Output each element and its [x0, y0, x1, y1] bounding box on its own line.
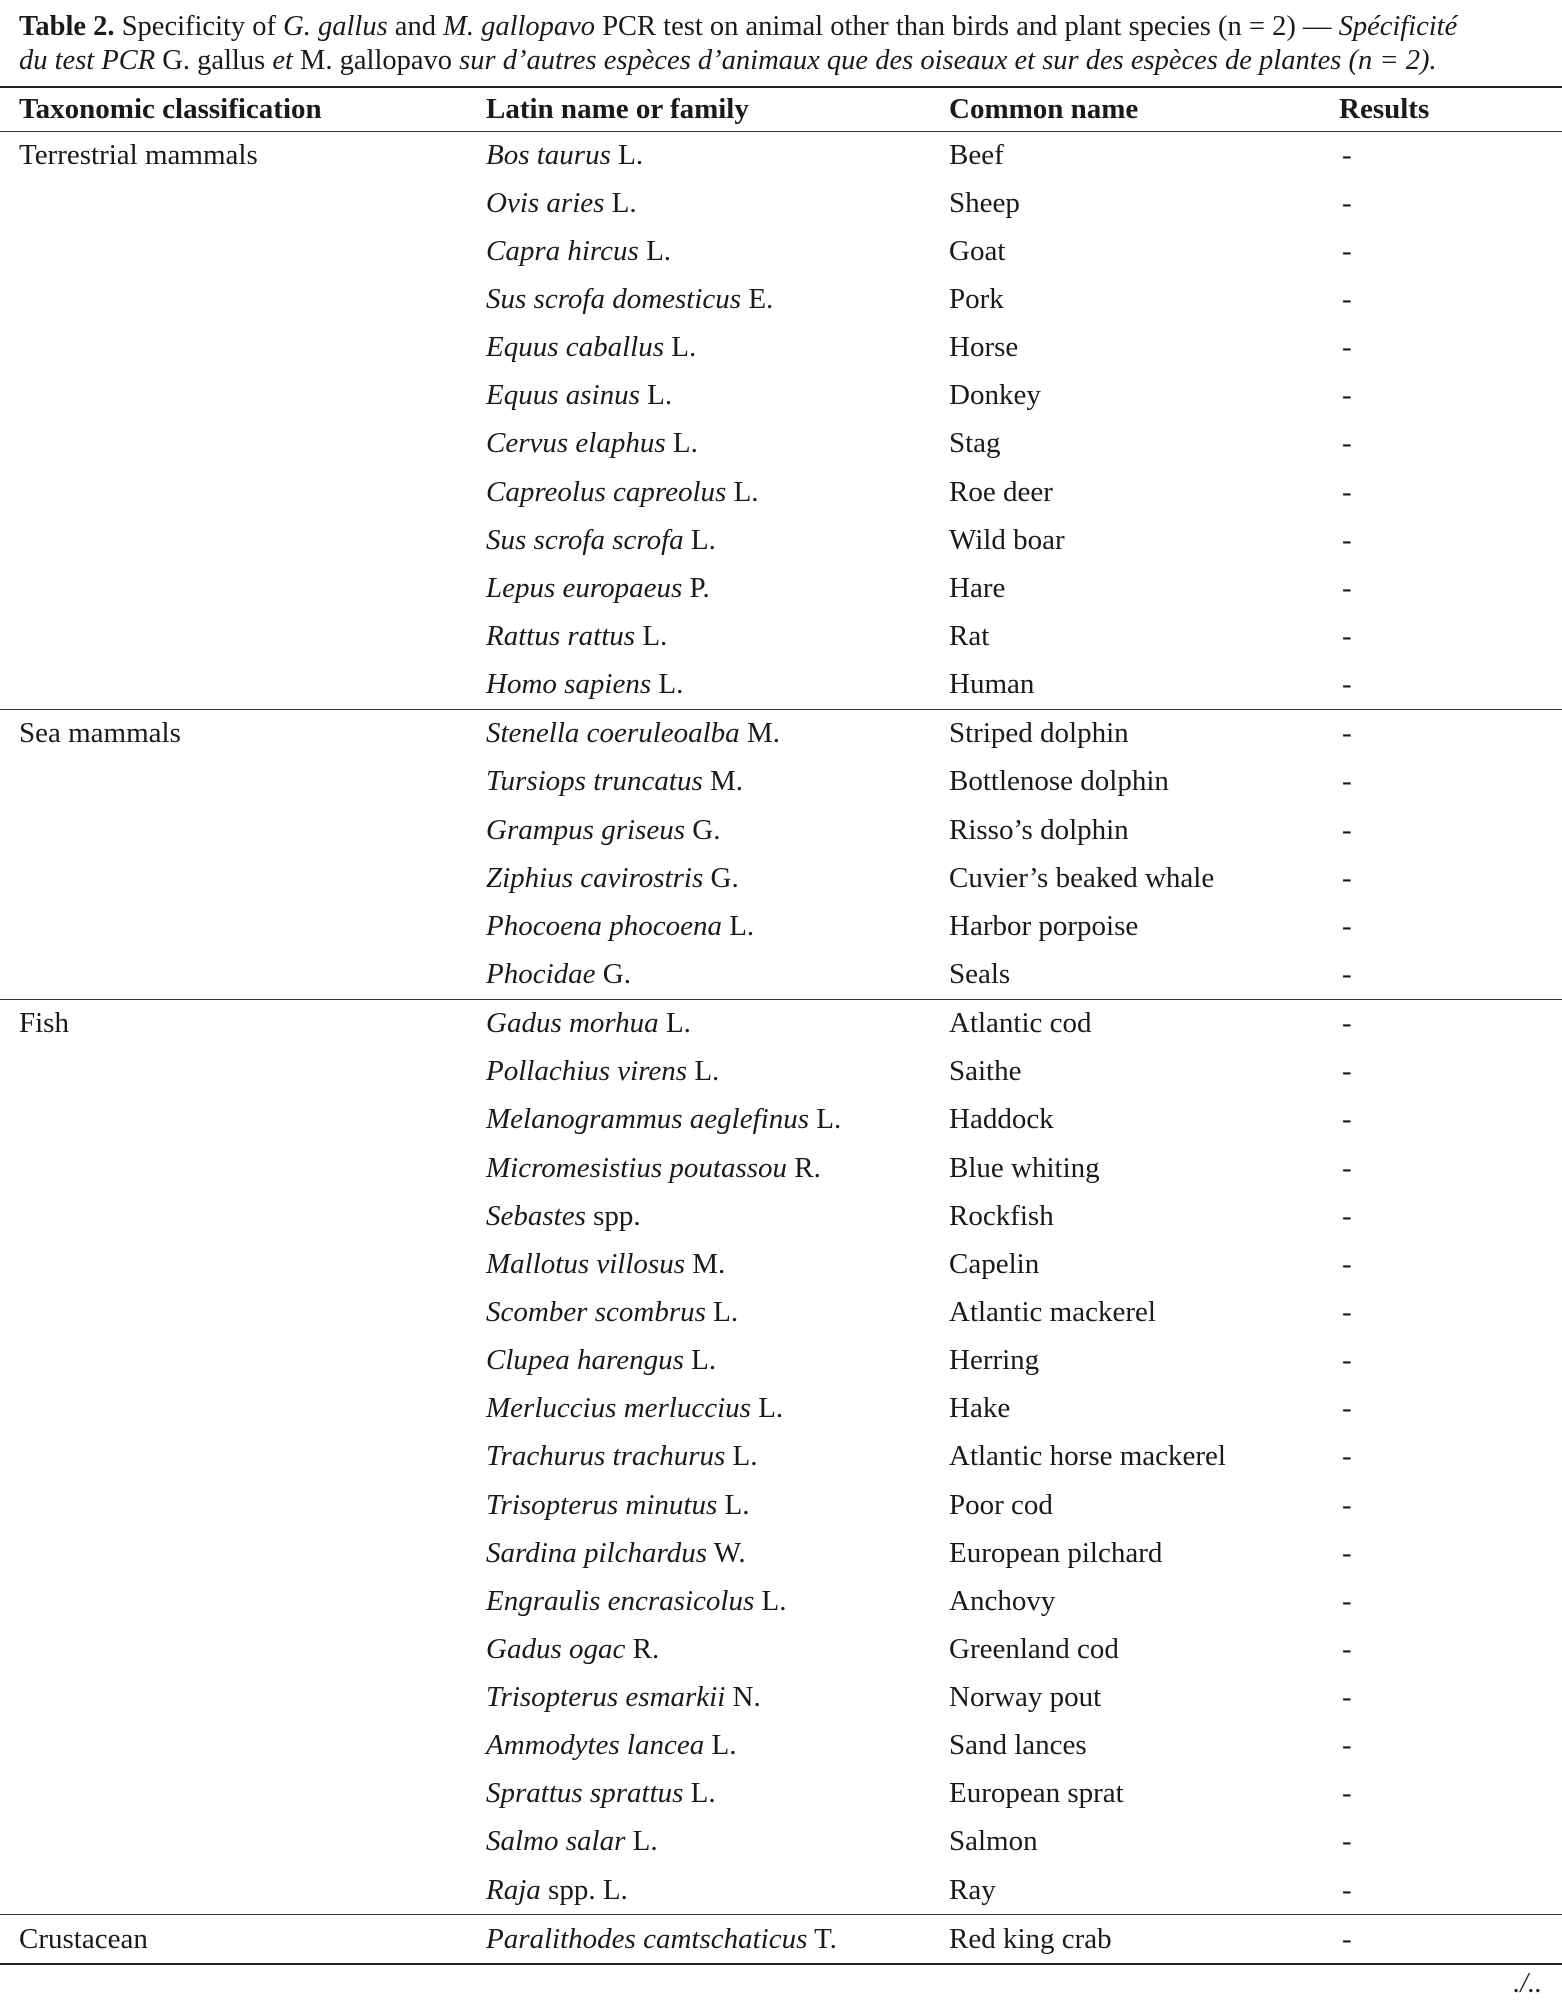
table-body	[0, 131, 1562, 1964]
author-abbreviation: L.	[721, 909, 755, 942]
author-abbreviation: L.	[610, 138, 644, 171]
table-row	[0, 1915, 1562, 1965]
result-cell: -	[1342, 1344, 1352, 1377]
latin-name: Ovis aries	[486, 186, 605, 219]
result-cell: -	[1342, 1825, 1352, 1858]
author-abbreviation: L.	[687, 1055, 720, 1088]
table-row	[0, 227, 1562, 275]
common-name-cell: Poor cod	[949, 1488, 1053, 1521]
latin-name-cell	[486, 1433, 949, 1481]
common-name-cell: Atlantic cod	[949, 1007, 1092, 1040]
latin-name-cell	[486, 1481, 949, 1529]
result-cell: -	[1342, 1440, 1352, 1473]
common-name-cell: Stag	[949, 427, 1001, 460]
author-abbreviation: L.	[750, 1392, 784, 1425]
result-cell: -	[1342, 1777, 1352, 1810]
table-row	[0, 1529, 1562, 1577]
result-cell: -	[1342, 813, 1352, 846]
latin-name: Phocoena phocoena	[486, 909, 722, 942]
latin-name-cell	[486, 1337, 949, 1385]
author-abbreviation: M.	[684, 1247, 726, 1280]
table-row	[0, 1674, 1562, 1722]
latin-name-cell	[486, 1144, 949, 1192]
latin-name-cell	[486, 1096, 949, 1144]
table-row	[0, 1433, 1562, 1481]
latin-name-cell	[486, 420, 949, 468]
common-name-cell: Human	[949, 661, 1339, 710]
table-row	[0, 1048, 1562, 1096]
result-cell: -	[1342, 234, 1352, 267]
author-abbreviation: L.	[683, 523, 716, 556]
caption-text: and	[387, 11, 444, 42]
result-cell: -	[1342, 1007, 1352, 1040]
table-row	[0, 131, 1562, 179]
latin-name-cell	[486, 1240, 949, 1288]
author-abbreviation: R.	[625, 1632, 660, 1665]
result-cell: -	[1342, 1103, 1352, 1136]
result-cell: -	[1339, 1915, 1562, 1965]
author-abbreviation: L.	[726, 475, 759, 508]
latin-name-cell	[486, 324, 949, 372]
result-cell: -	[1342, 1536, 1352, 1569]
taxonomic-classification-cell	[0, 1144, 486, 1192]
latin-name-cell	[486, 950, 949, 999]
latin-name: Merluccius merluccius	[486, 1392, 751, 1425]
table-row	[0, 564, 1562, 612]
result-cell: -	[1342, 909, 1352, 942]
table-row	[0, 179, 1562, 227]
author-abbreviation: P.	[682, 571, 710, 604]
common-name-cell: Rockfish	[949, 1199, 1054, 1232]
latin-name-cell	[486, 1722, 949, 1770]
table-row	[0, 1722, 1562, 1770]
table-row	[0, 1481, 1562, 1529]
latin-name-cell	[486, 1770, 949, 1818]
latin-name-cell	[486, 275, 949, 323]
common-name-cell: Striped dolphin	[949, 717, 1129, 750]
result-cell: -	[1342, 1632, 1352, 1665]
taxonomic-classification-cell	[0, 275, 486, 323]
taxonomic-classification-cell	[0, 420, 486, 468]
caption-species: G. gallus	[162, 45, 266, 76]
latin-name: Ammodytes lancea	[486, 1729, 705, 1762]
result-cell: -	[1342, 331, 1352, 364]
latin-name-cell	[486, 854, 949, 902]
table-row	[0, 709, 1562, 758]
caption-line-2	[19, 44, 1549, 78]
common-name-cell: Salmon	[949, 1825, 1038, 1858]
common-name-cell: Hare	[949, 571, 1006, 604]
taxonomic-classification-cell	[0, 612, 486, 660]
result-cell: -	[1342, 1488, 1352, 1521]
taxonomic-classification-cell	[0, 1048, 486, 1096]
result-cell: -	[1339, 661, 1562, 710]
header-latin-name: Latin name or family	[486, 93, 749, 125]
taxonomic-classification-cell	[0, 1288, 486, 1336]
author-abbreviation: L.	[717, 1488, 750, 1521]
taxonomic-classification-cell: Fish	[19, 1007, 69, 1040]
header-taxonomic-classification: Taxonomic classification	[19, 93, 322, 125]
table-row	[0, 1866, 1562, 1915]
taxonomic-classification-cell	[0, 1240, 486, 1288]
taxonomic-classification-cell	[0, 1096, 486, 1144]
latin-name: Clupea harengus	[486, 1344, 684, 1377]
caption-text: Specificity of	[114, 11, 284, 42]
taxonomic-classification-cell	[0, 372, 486, 420]
result-cell: -	[1342, 1295, 1352, 1328]
taxonomic-classification-cell	[0, 1722, 486, 1770]
common-name-cell: Anchovy	[949, 1584, 1056, 1617]
latin-name-cell	[486, 1048, 949, 1096]
table-row	[0, 1288, 1562, 1336]
latin-name-cell	[486, 131, 949, 179]
latin-name: Grampus griseus	[486, 813, 685, 846]
author-abbreviation: spp.	[585, 1199, 641, 1232]
result-cell: -	[1339, 950, 1562, 999]
result-cell: -	[1342, 282, 1352, 315]
latin-name-cell	[486, 1577, 949, 1625]
taxonomic-classification-cell	[0, 1625, 486, 1673]
latin-name-cell	[486, 1818, 949, 1866]
latin-name: Cervus elaphus	[486, 427, 666, 460]
latin-name: Tursiops truncatus	[486, 765, 703, 798]
common-name-cell: European pilchard	[949, 1536, 1163, 1569]
latin-name: Paralithodes camtschaticus	[486, 1922, 808, 1955]
result-cell: -	[1342, 1247, 1352, 1280]
latin-name: Sardina pilchardus	[486, 1536, 707, 1569]
result-cell: -	[1339, 1866, 1562, 1915]
taxonomic-classification-cell	[0, 1770, 486, 1818]
latin-name-cell	[486, 806, 949, 854]
taxonomic-classification-cell	[0, 902, 486, 950]
result-cell: -	[1342, 475, 1352, 508]
latin-name: Sus scrofa scrofa	[486, 523, 684, 556]
latin-name-cell	[486, 902, 949, 950]
table-row	[0, 372, 1562, 420]
taxonomic-classification-cell	[0, 564, 486, 612]
caption-french-text: et	[265, 45, 301, 76]
author-abbreviation: L.	[683, 1344, 717, 1377]
result-cell: -	[1342, 1584, 1352, 1617]
result-cell: -	[1342, 1392, 1352, 1425]
table-row	[0, 1337, 1562, 1385]
table-row	[0, 612, 1562, 660]
table-row	[0, 950, 1562, 999]
latin-name: Sprattus sprattus	[486, 1777, 684, 1810]
common-name-cell: Bottlenose dolphin	[949, 765, 1169, 798]
taxonomic-classification-cell	[0, 1674, 486, 1722]
caption-french-text: du test PCR	[19, 45, 163, 76]
author-abbreviation: M.	[739, 717, 780, 750]
common-name-cell: Saithe	[949, 1055, 1022, 1088]
latin-name: Trachurus trachurus	[486, 1440, 726, 1473]
author-abbreviation: N.	[725, 1681, 761, 1714]
author-abbreviation: G.	[685, 813, 721, 846]
latin-name: Salmo salar	[486, 1825, 626, 1858]
result-cell: -	[1342, 765, 1352, 798]
latin-name: Mallotus villosus	[486, 1247, 685, 1280]
common-name-cell: Herring	[949, 1344, 1040, 1377]
table-row	[0, 516, 1562, 564]
taxonomic-classification-cell	[0, 1529, 486, 1577]
common-name-cell: Risso’s dolphin	[949, 813, 1129, 846]
latin-name-cell	[486, 1529, 949, 1577]
author-abbreviation: G.	[595, 957, 631, 990]
author-abbreviation: L.	[683, 1777, 716, 1810]
caption-text: PCR test on animal other than birds and plant species (n = 2) —	[595, 11, 1339, 42]
continuation-mark: ./..	[1513, 1968, 1542, 1999]
table-row	[0, 758, 1562, 806]
result-cell: -	[1342, 427, 1352, 460]
common-name-cell: Cuvier’s beaked whale	[949, 861, 1215, 894]
latin-name-cell	[486, 1674, 949, 1722]
author-abbreviation: E.	[741, 282, 774, 315]
common-name-cell: Ray	[949, 1866, 1339, 1915]
taxonomic-classification-cell	[0, 758, 486, 806]
latin-name: Bos taurus	[486, 138, 611, 171]
taxonomic-classification-cell	[0, 806, 486, 854]
result-cell: -	[1342, 1729, 1352, 1762]
taxonomic-classification-cell	[0, 324, 486, 372]
author-abbreviation: W.	[707, 1536, 746, 1569]
latin-name: Capreolus capreolus	[486, 475, 727, 508]
common-name-cell: Horse	[949, 331, 1019, 364]
taxonomic-classification-cell	[0, 1577, 486, 1625]
author-abbreviation: L.	[639, 379, 673, 412]
author-abbreviation: L.	[754, 1584, 787, 1617]
author-abbreviation: L.	[725, 1440, 758, 1473]
latin-name: Rattus rattus	[486, 619, 636, 652]
table-row	[0, 324, 1562, 372]
author-abbreviation: L.	[651, 668, 684, 701]
latin-name-cell	[486, 661, 949, 710]
common-name-cell: Wild boar	[949, 523, 1065, 556]
common-name-cell: Capelin	[949, 1247, 1040, 1280]
common-name-cell: Donkey	[949, 379, 1041, 412]
table-row	[0, 1096, 1562, 1144]
latin-name-cell	[486, 516, 949, 564]
taxonomic-classification-cell	[0, 1866, 486, 1915]
taxonomic-classification-cell	[0, 1433, 486, 1481]
common-name-cell: Beef	[949, 138, 1004, 171]
taxonomic-classification-cell: Sea mammals	[19, 717, 181, 750]
header-common-name: Common name	[949, 93, 1139, 125]
author-abbreviation: T.	[807, 1922, 837, 1955]
result-cell: -	[1342, 1055, 1352, 1088]
common-name-cell: Blue whiting	[949, 1151, 1100, 1184]
latin-name: Capra hircus	[486, 234, 639, 267]
latin-name: Gadus ogac	[486, 1632, 626, 1665]
latin-name: Sebastes	[486, 1199, 586, 1232]
author-abbreviation: L.	[809, 1103, 842, 1136]
latin-name-cell	[486, 1385, 949, 1433]
author-abbreviation: G.	[703, 861, 739, 894]
caption-label: Table 2.	[19, 11, 115, 42]
latin-name: Homo sapiens	[486, 668, 652, 701]
common-name-cell: Roe deer	[949, 475, 1053, 508]
common-name-cell: Sand lances	[949, 1729, 1087, 1762]
common-name-cell: Pork	[949, 282, 1004, 315]
taxonomic-classification-cell	[0, 1385, 486, 1433]
latin-name-cell	[486, 179, 949, 227]
table-header-row	[0, 88, 1562, 131]
latin-name: Trisopterus minutus	[486, 1488, 718, 1521]
latin-name: Phocidae	[486, 957, 596, 990]
latin-name-cell	[486, 468, 949, 516]
table-row	[0, 902, 1562, 950]
caption-french-text: sur d’autres espèces d’animaux que des oiseaux et sur des espèces de plantes (n = 2).	[452, 45, 1437, 76]
specificity-table	[0, 88, 1562, 1965]
latin-name: Gadus morhua	[486, 1007, 659, 1040]
taxonomic-classification-cell	[0, 179, 486, 227]
caption-species: M. gallopavo	[443, 11, 596, 42]
latin-name-cell	[486, 758, 949, 806]
common-name-cell: Seals	[949, 950, 1339, 999]
result-cell: -	[1342, 861, 1352, 894]
taxonomic-classification-cell	[0, 1481, 486, 1529]
table-row	[0, 1625, 1562, 1673]
table-row	[0, 1818, 1562, 1866]
taxonomic-classification-cell	[0, 950, 486, 999]
result-cell: -	[1342, 619, 1352, 652]
caption-species: M. gallopavo	[300, 45, 453, 76]
author-abbreviation: L.	[665, 427, 698, 460]
taxonomic-classification-cell	[0, 468, 486, 516]
author-abbreviation: L.	[705, 1295, 739, 1328]
table-caption	[19, 10, 1549, 78]
common-name-cell: Norway pout	[949, 1681, 1102, 1714]
latin-name-cell	[486, 1625, 949, 1673]
taxonomic-classification-cell	[0, 854, 486, 902]
common-name-cell: Harbor porpoise	[949, 909, 1139, 942]
common-name-cell: Haddock	[949, 1103, 1054, 1136]
common-name-cell: Sheep	[949, 186, 1020, 219]
caption-species: G. gallus	[283, 11, 388, 42]
latin-name: Engraulis encrasicolus	[486, 1584, 755, 1617]
latin-name-cell	[486, 372, 949, 420]
author-abbreviation: L.	[625, 1825, 658, 1858]
table-row	[0, 1144, 1562, 1192]
latin-name-cell	[486, 999, 949, 1048]
author-abbreviation: L.	[704, 1729, 737, 1762]
author-abbreviation: L.	[604, 186, 637, 219]
header-results: Results	[1339, 93, 1430, 125]
latin-name: Trisopterus esmarkii	[486, 1681, 726, 1714]
latin-name-cell	[486, 564, 949, 612]
taxonomic-classification-cell	[0, 661, 486, 710]
table-row	[0, 1577, 1562, 1625]
table-row	[0, 1770, 1562, 1818]
common-name-cell: Atlantic mackerel	[949, 1295, 1156, 1328]
author-abbreviation: L.	[638, 234, 672, 267]
table-row	[0, 1240, 1562, 1288]
latin-name: Equus caballus	[486, 331, 665, 364]
latin-name: Raja	[486, 1873, 541, 1906]
common-name-cell: Rat	[949, 619, 990, 652]
latin-name-cell	[486, 227, 949, 275]
latin-name: Pollachius virens	[486, 1055, 688, 1088]
latin-name: Melanogrammus aeglefinus	[486, 1103, 809, 1136]
latin-name-cell	[486, 709, 949, 758]
taxonomic-classification-cell	[0, 1818, 486, 1866]
common-name-cell: Goat	[949, 234, 1006, 267]
table-row	[0, 468, 1562, 516]
result-cell: -	[1342, 717, 1352, 750]
author-abbreviation: L.	[635, 619, 668, 652]
latin-name: Equus asinus	[486, 379, 640, 412]
result-cell: -	[1342, 138, 1352, 171]
taxonomic-classification-cell	[0, 516, 486, 564]
caption-french-text: Spécificité	[1338, 11, 1458, 42]
author-abbreviation: R.	[787, 1151, 821, 1184]
latin-name: Micromesistius poutassou	[486, 1151, 788, 1184]
result-cell: -	[1342, 1151, 1352, 1184]
table-row	[0, 661, 1562, 710]
author-abbreviation: M.	[702, 765, 744, 798]
taxonomic-classification-cell	[0, 1337, 486, 1385]
author-abbreviation: L.	[658, 1007, 691, 1040]
author-abbreviation: spp. L.	[540, 1873, 628, 1906]
common-name-cell: Atlantic horse mackerel	[949, 1440, 1226, 1473]
table-row	[0, 1192, 1562, 1240]
result-cell: -	[1342, 523, 1352, 556]
latin-name: Ziphius cavirostris	[486, 861, 704, 894]
result-cell: -	[1342, 1199, 1352, 1232]
result-cell: -	[1342, 186, 1352, 219]
latin-name-cell	[486, 1866, 949, 1915]
table-row	[0, 420, 1562, 468]
result-cell: -	[1342, 571, 1352, 604]
table-row	[0, 275, 1562, 323]
latin-name: Stenella coeruleoalba	[486, 717, 740, 750]
table-row	[0, 806, 1562, 854]
latin-name-cell	[486, 1192, 949, 1240]
common-name-cell: European sprat	[949, 1777, 1124, 1810]
common-name-cell: Hake	[949, 1392, 1011, 1425]
result-cell: -	[1342, 1681, 1352, 1714]
latin-name: Sus scrofa domesticus	[486, 282, 742, 315]
latin-name: Scomber scombrus	[486, 1295, 706, 1328]
author-abbreviation: L.	[664, 331, 697, 364]
table-row	[0, 854, 1562, 902]
taxonomic-classification-cell: Terrestrial mammals	[19, 138, 258, 171]
taxonomic-classification-cell	[0, 227, 486, 275]
caption-line-1	[19, 10, 1549, 44]
latin-name: Lepus europaeus	[486, 571, 683, 604]
latin-name-cell	[486, 612, 949, 660]
table-row	[0, 999, 1562, 1048]
table-row	[0, 1385, 1562, 1433]
result-cell: -	[1342, 379, 1352, 412]
taxonomic-classification-cell	[0, 1192, 486, 1240]
latin-name-cell	[486, 1288, 949, 1336]
latin-name-cell	[486, 1915, 949, 1965]
common-name-cell: Greenland cod	[949, 1632, 1119, 1665]
common-name-cell: Red king crab	[949, 1915, 1339, 1965]
taxonomic-classification-cell: Crustacean	[0, 1915, 486, 1965]
